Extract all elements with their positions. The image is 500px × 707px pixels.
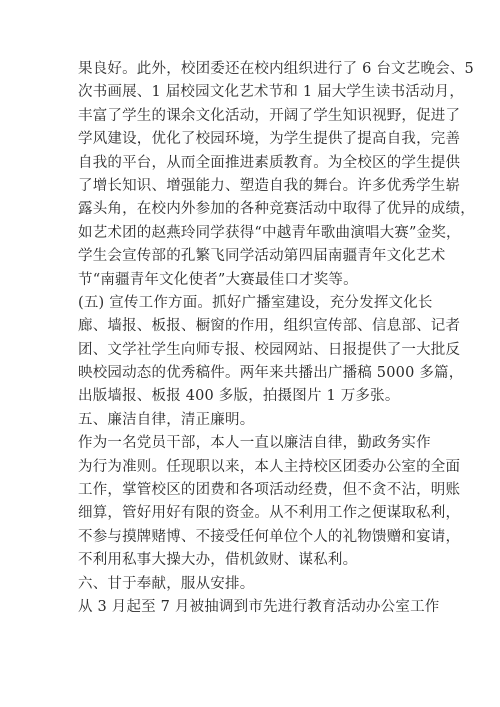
text-line: 次书画展、1 届校园文化艺术节和 1 届大学生读书活动月， — [78, 84, 465, 101]
text-line: 从 3 月起至 7 月被抽调到市先进行教育活动办公室工作 — [78, 598, 440, 615]
text-line: 丰富了学生的课余文化活动，开阔了学生知识视野，促进了 — [78, 107, 461, 124]
text-line: 映校园动态的优秀稿件。两年来共播出广播稿 5000 多篇， — [78, 365, 464, 382]
text-line: 出版墙报、板报 400 多版，拍摄图片 1 万多张。 — [78, 388, 400, 405]
text-line: 细算，管好用好有限的资金。从不利用工作之便谋取私利， — [78, 505, 461, 522]
text-line: (五) 宣传工作方面。抓好广播室建设，充分发挥文化长 — [78, 294, 433, 311]
text-line: 为行为准则。任现职以来，本人主持校区团委办公室的全面 — [78, 458, 461, 475]
text-line: 不利用私事大操大办，借机敛财、谋私利。 — [78, 552, 358, 569]
text-line: 如艺术团的赵燕玲同学获得“中越青年歌曲演唱大赛”金奖， — [78, 224, 461, 241]
text-line: 自我的平台，从而全面推进素质教育。为全校区的学生提供 — [78, 154, 461, 171]
text-line: 团、文学社学生向师专报、校园网站、日报提供了一大批反 — [78, 341, 461, 358]
text-line: 不参与摸牌赌博、不接受任何单位个人的礼物馈赠和宴请， — [78, 528, 461, 545]
text-line: 节“南疆青年文化使者”大赛最佳口才奖等。 — [78, 271, 358, 288]
section-heading: 五、廉洁自律，清正廉明。 — [78, 411, 255, 428]
text-line: 廊、墙报、板报、橱窗的作用，组织宣传部、信息部、记者 — [78, 318, 461, 335]
text-line: 露头角，在校内外参加的各种竞赛活动中取得了优异的成绩， — [78, 201, 475, 218]
text-line: 学生会宣传部的孔繁飞同学活动第四届南疆青年文化艺术 — [78, 248, 446, 265]
text-line: 果良好。此外，校团委还在校内组织进行了 6 台文艺晚会、5 — [78, 61, 474, 77]
section-heading: 六、甘于奉献，服从安排。 — [78, 575, 255, 592]
document-body — [78, 58, 475, 619]
text-line: 了增长知识、增强能力、塑造自我的舞台。许多优秀学生崭 — [78, 177, 461, 194]
text-line: 工作，掌管校区的团费和各项活动经费，但不贪不沾，明账 — [78, 482, 461, 499]
text-line: 学风建设，优化了校园环境，为学生提供了提高自我，完善 — [78, 131, 461, 148]
text-line: 作为一名党员干部，本人一直以廉洁自律，勤政务实作 — [78, 435, 431, 452]
